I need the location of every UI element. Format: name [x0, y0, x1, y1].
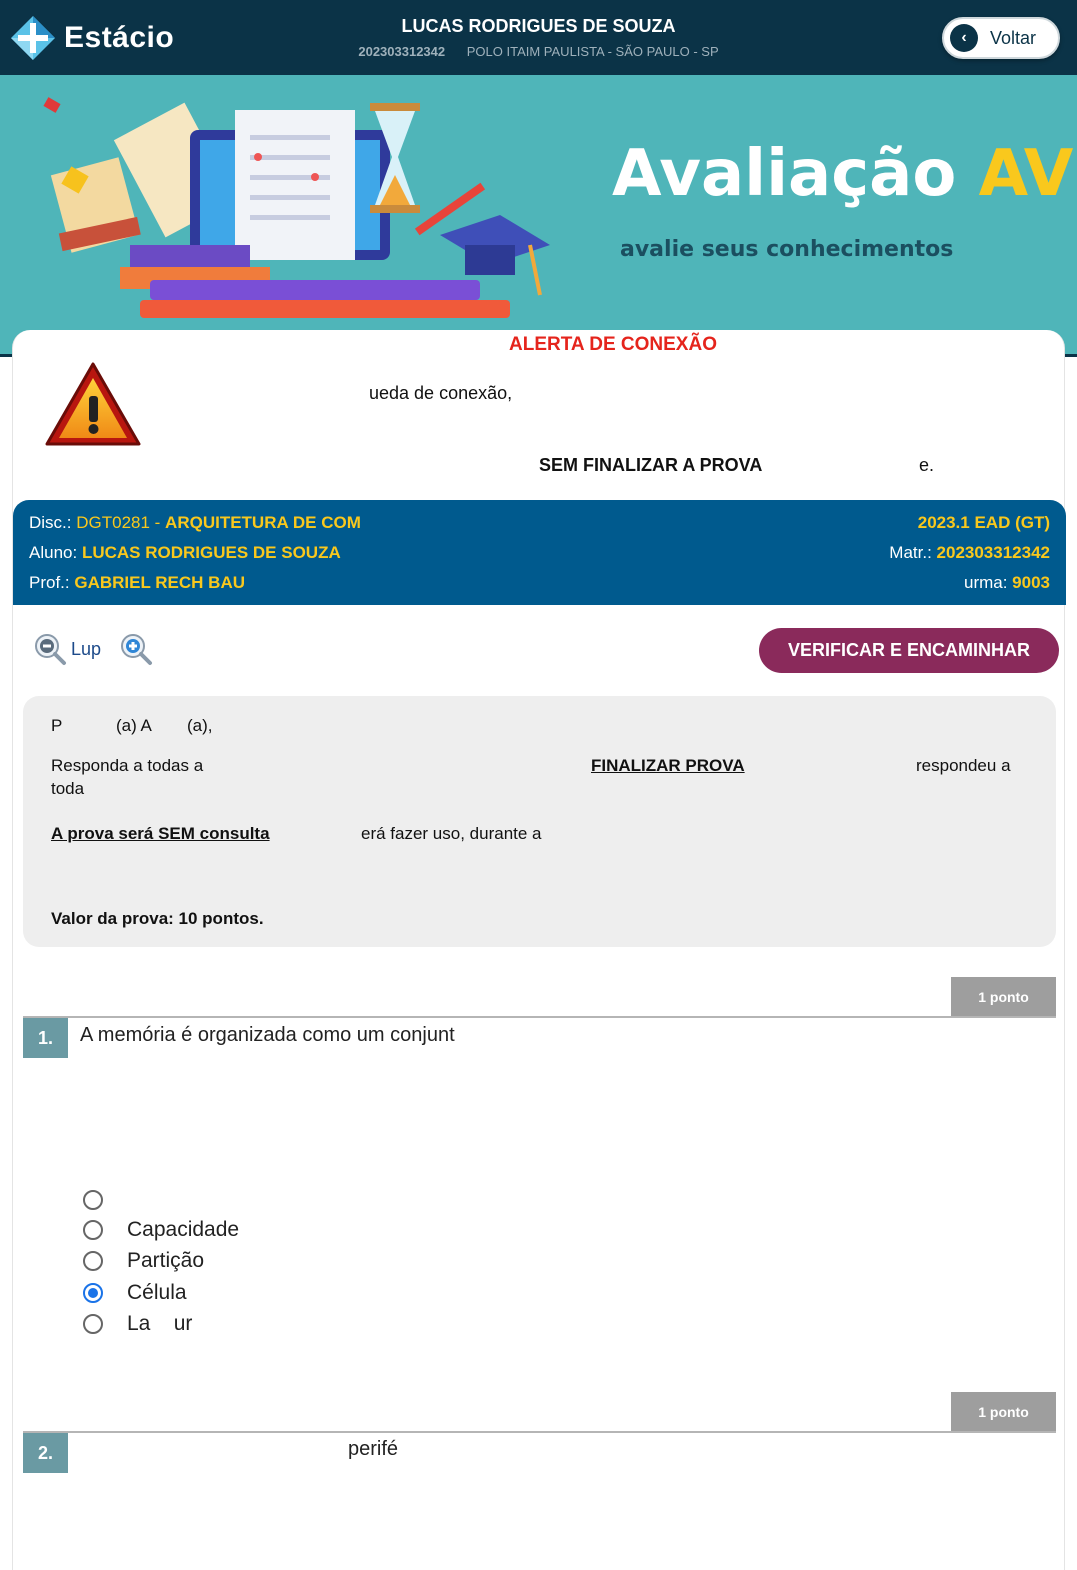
banner-title-accent: AV — [978, 137, 1074, 211]
question-text: A memória é organizada como um conjunt — [80, 1024, 455, 1046]
professor-name: GABRIEL RECH BAU — [74, 573, 245, 592]
magnifier-label: Lup — [71, 638, 102, 659]
question-text: perifé — [348, 1438, 399, 1460]
warning-icon — [45, 362, 141, 448]
question-number: 1. — [23, 1018, 68, 1058]
student-info — [29, 543, 341, 563]
instruction-p1a: P — [51, 716, 63, 735]
no-consult-notice: A prova será SEM consulta — [51, 824, 270, 843]
answer-option[interactable] — [83, 1186, 127, 1214]
instruction-p2a2: toda — [51, 779, 85, 798]
alert-message-end: e. — [919, 455, 935, 475]
banner-title — [612, 137, 1073, 211]
exam-card — [12, 330, 1065, 1570]
discipline-label: Disc.: — [29, 513, 77, 532]
answer-option[interactable] — [83, 1216, 239, 1244]
question-number: 2. — [23, 1433, 68, 1473]
radio-button[interactable] — [83, 1314, 103, 1334]
top-bar — [0, 0, 1077, 75]
exam-banner — [0, 75, 1077, 357]
instructions-box — [23, 696, 1056, 947]
logo-text: Estácio — [64, 21, 175, 54]
radio-button[interactable] — [83, 1251, 103, 1271]
student-label: Aluno: — [29, 543, 82, 562]
student-info-name: LUCAS RODRIGUES DE SOUZA — [81, 543, 341, 562]
verify-submit-button[interactable]: VERIFICAR E ENCAMINHAR — [759, 628, 1059, 673]
student-id: 202303312342 — [358, 44, 446, 59]
answer-option[interactable] — [83, 1310, 192, 1338]
class-label: urma: — [963, 573, 1013, 592]
magnifier-controls — [33, 632, 153, 666]
answer-option-label: Célula — [127, 1281, 187, 1304]
polo-name: POLO ITAIM PAULISTA - SÃO PAULO - SP — [466, 44, 719, 59]
question-divider — [23, 1431, 1056, 1433]
course-info-bar — [13, 500, 1066, 605]
back-button-label: Voltar — [990, 27, 1037, 48]
period: 2023.1 EAD (GT) — [917, 513, 1050, 532]
instruction-p1b: (a) A — [116, 716, 152, 735]
answer-option-selected[interactable] — [83, 1279, 187, 1307]
exam-value: Valor da prova: 10 pontos. — [51, 909, 264, 928]
zoom-out-icon[interactable] — [33, 632, 67, 666]
back-button[interactable] — [942, 17, 1060, 59]
instruction-p2b: respondeu a — [916, 756, 1011, 775]
answer-option[interactable] — [83, 1247, 204, 1275]
answer-option-label: Capacidade — [127, 1218, 240, 1241]
discipline-code: DGT0281 - — [76, 513, 166, 532]
registration-value: 202303312342 — [936, 543, 1050, 562]
question-points-badge: 1 ponto — [951, 1392, 1056, 1432]
instruction-p3b: erá fazer uso, durante a — [361, 824, 542, 843]
answer-option-label: La ur — [127, 1312, 193, 1335]
alert-message-bold: SEM FINALIZAR A PROVA — [539, 455, 763, 475]
student-name: LUCAS RODRIGUES DE SOUZA — [401, 16, 676, 36]
registration-info — [889, 543, 1050, 563]
discipline-info — [29, 513, 361, 533]
alert-message-line1: ueda de conexão, — [369, 383, 513, 403]
class-value: 9003 — [1012, 573, 1050, 592]
finalize-exam-link[interactable]: FINALIZAR PROVA — [591, 756, 745, 775]
registration-label: Matr.: — [889, 543, 937, 562]
professor-info — [29, 573, 245, 593]
instruction-p2a: Responda a todas a — [51, 756, 204, 775]
exam-illustration — [40, 95, 560, 325]
question-divider — [23, 1016, 1056, 1018]
alert-title-row — [13, 334, 1077, 356]
student-subinfo — [0, 44, 1077, 59]
banner-title-main: Avaliação — [612, 137, 979, 211]
back-arrow-icon: ‹ — [950, 24, 978, 52]
radio-button[interactable] — [83, 1220, 103, 1240]
zoom-in-icon[interactable] — [119, 632, 153, 666]
class-info — [964, 573, 1050, 593]
discipline-name: ARQUITETURA DE COM — [165, 513, 361, 532]
radio-button-selected[interactable] — [83, 1283, 103, 1303]
question-points-badge: 1 ponto — [951, 977, 1056, 1017]
radio-button[interactable] — [83, 1190, 103, 1210]
instruction-p1c: (a), — [187, 716, 213, 735]
professor-label: Prof.: — [29, 573, 75, 592]
alert-title: ALERTA DE CONEXÃO — [509, 334, 717, 355]
banner-subtitle: avalie seus conhecimentos — [620, 237, 954, 262]
answer-option-label: Partição — [127, 1249, 205, 1272]
